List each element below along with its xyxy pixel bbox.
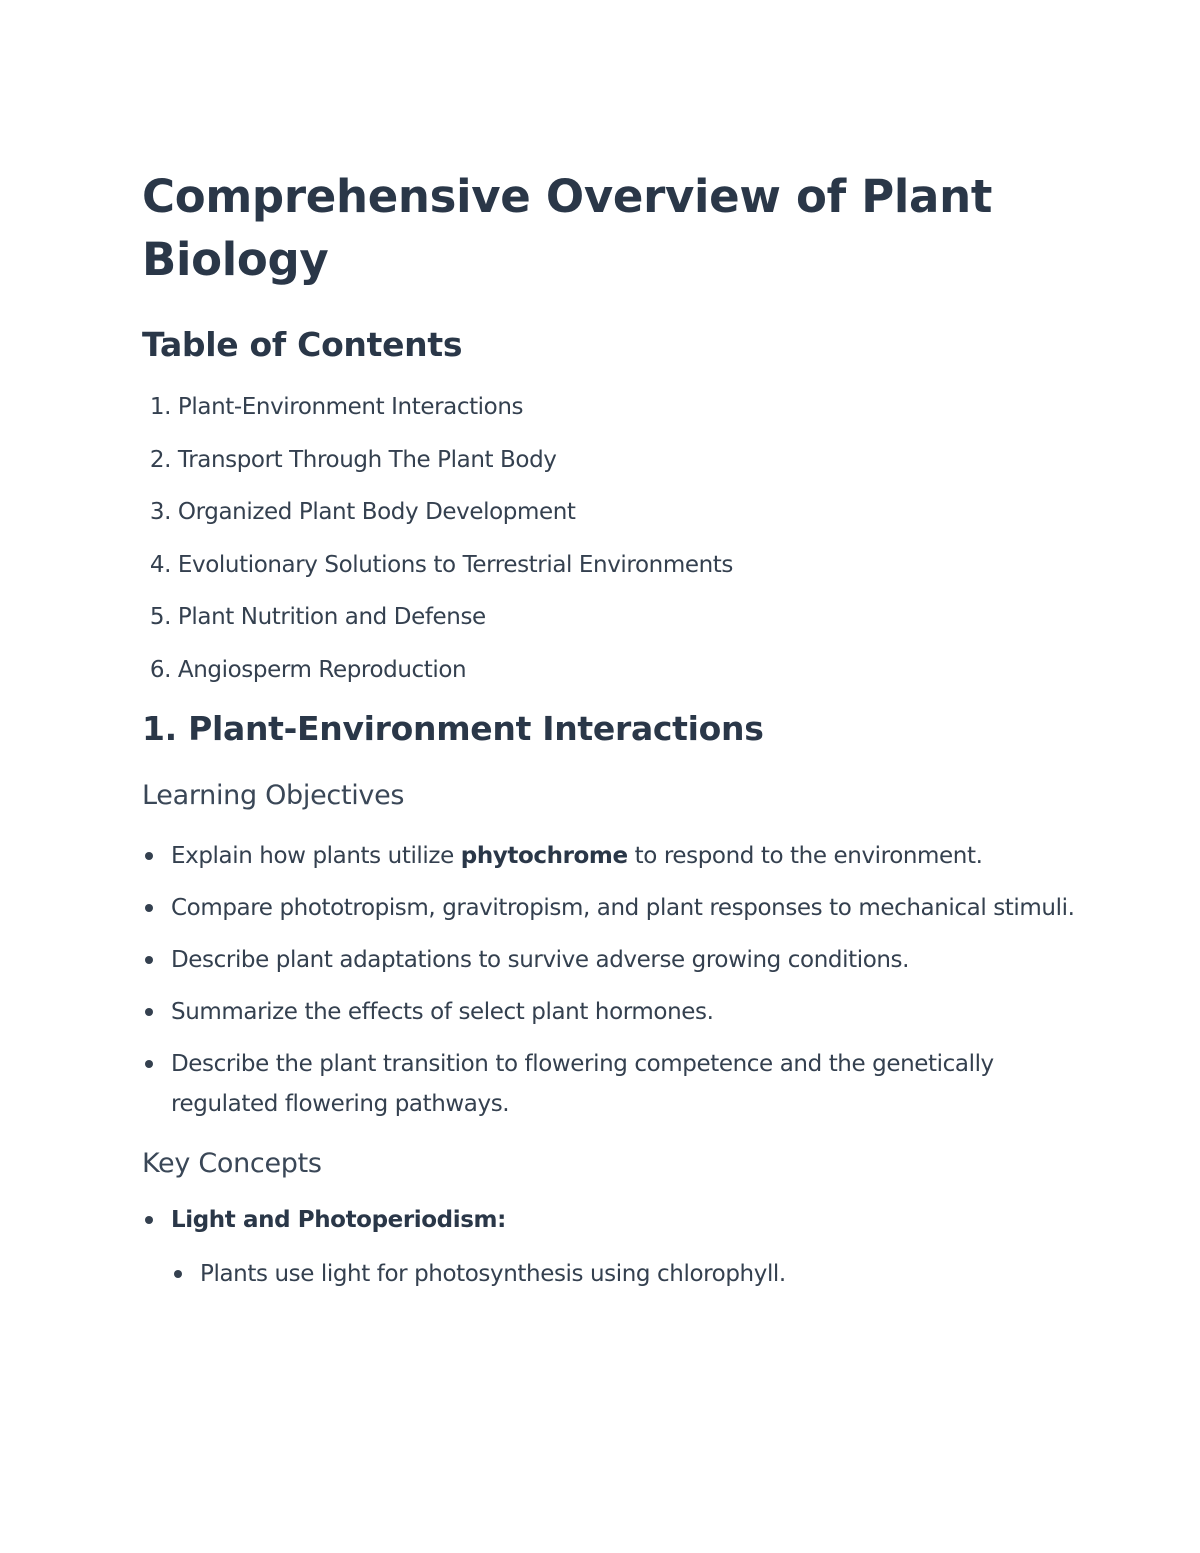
objectives-heading: Learning Objectives <box>142 779 405 811</box>
list-item: Plants use light for photosynthesis using chlorophyll. <box>171 1254 1082 1294</box>
concepts-list <box>142 1200 1082 1294</box>
list-item: Describe plant adaptations to survive adverse growing conditions. <box>142 940 1082 980</box>
list-item: Compare phototropism, gravitropism, and plant responses to mechanical stimuli. <box>142 888 1082 928</box>
document-page <box>142 165 1082 1306</box>
toc-item: 2. Transport Through The Plant Body <box>149 446 557 473</box>
bold-term: phytochrome <box>460 842 628 869</box>
concept-sublist <box>171 1254 1082 1294</box>
toc-item: 4. Evolutionary Solutions to Terrestrial Environments <box>149 551 733 578</box>
concepts-heading: Key Concepts <box>142 1147 322 1179</box>
objectives-list <box>142 836 1082 1124</box>
toc-item: 6. Angiosperm Reproduction <box>149 656 467 683</box>
toc-item: 1. Plant-Environment Interactions <box>149 394 524 420</box>
toc-list <box>142 392 1082 685</box>
section-heading: 1. Plant-Environment Interactions <box>142 708 764 748</box>
bullet-icon <box>145 956 153 964</box>
toc-heading: Table of Contents <box>142 325 463 364</box>
bullet-icon <box>145 1216 153 1224</box>
bullet-icon <box>145 1060 153 1068</box>
bullet-icon <box>145 852 153 860</box>
toc-item: 3. Organized Plant Body Development <box>149 499 576 526</box>
bullet-icon <box>145 1008 153 1016</box>
bullet-icon <box>174 1270 182 1278</box>
document-title: Comprehensive Overview of Plant Biology <box>142 170 993 286</box>
toc-item: 5. Plant Nutrition and Defense <box>149 604 486 631</box>
bullet-icon <box>145 904 153 912</box>
concept-label: Light and Photoperiodism: <box>171 1206 506 1233</box>
list-item <box>142 1200 1082 1294</box>
list-item: Describe the plant transition to flowering competence and the genetically regulated flowering pathways. <box>142 1044 1082 1124</box>
list-item: Explain how plants utilize phytochrome to respond to the environment. <box>142 836 1082 876</box>
list-item: Summarize the effects of select plant hormones. <box>142 992 1082 1032</box>
